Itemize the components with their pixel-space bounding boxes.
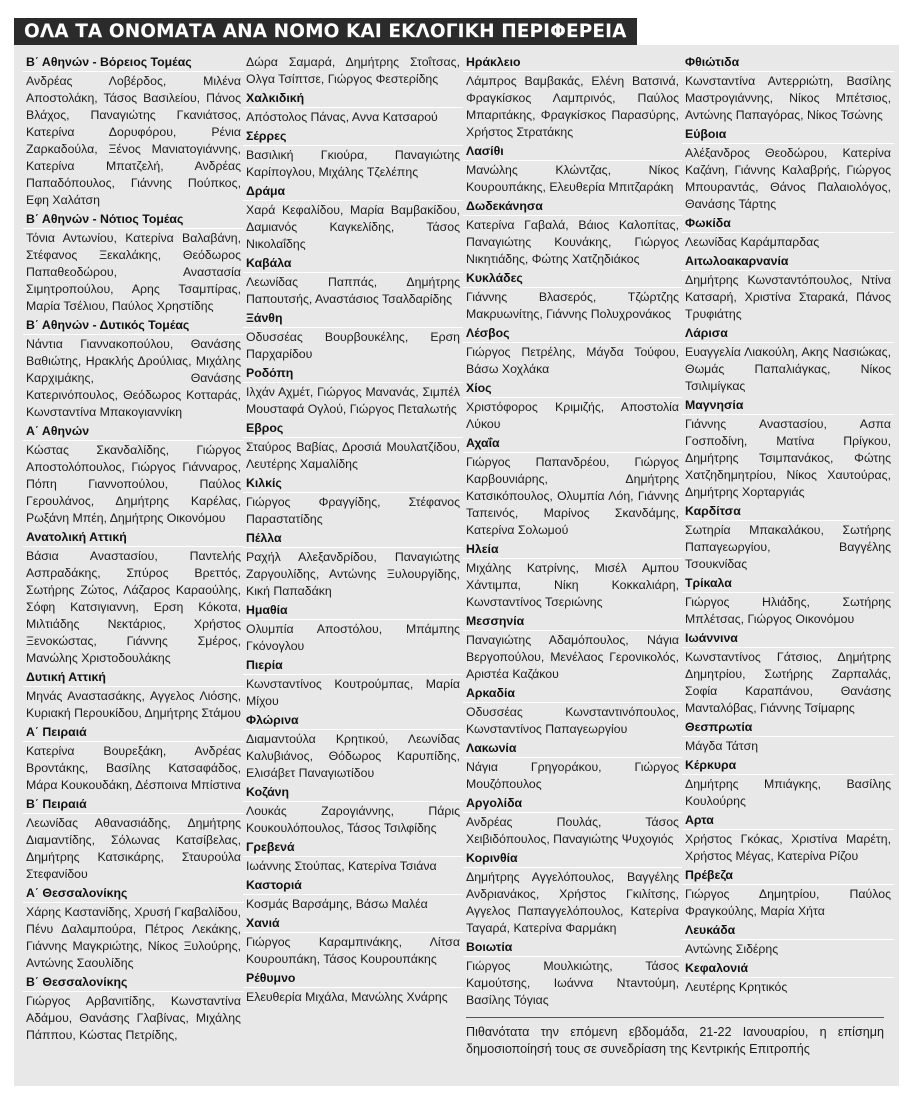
constituency-heading: Χίος [463, 380, 682, 398]
candidate-names: Λεωνίδας Αθανασιάδης, Δημήτρης Διαμαντίδης, Σόλωνας Κατσίβελας, Δημήτρης Κατσικάρης, Σταυρούλα Στεφανίδου [26, 816, 241, 881]
candidate-names: Κοσμάς Βαρσάμης, Βάσω Μαλέα [246, 897, 428, 911]
constituency-heading: Β΄ Πειραιά [23, 796, 244, 814]
constituency-section [246, 128, 460, 181]
constituency-section [26, 211, 241, 315]
constituency-heading: Μαγνησία [682, 397, 894, 415]
constituency-section [685, 503, 891, 573]
page-title: ΟΛΑ ΤΑ ΟΝΟΜΑΤΑ ΑΝΑ ΝΟΜΟ ΚΑΙ ΕΚΛΟΓΙΚΗ ΠΕΡΙΦΕΡΕΙΑ [14, 18, 637, 45]
constituency-section [26, 796, 241, 883]
candidate-names: Μανώλης Κλώντζας, Νίκος Κουρουπάκης, Ελευθερία Μπιτζαράκη [466, 163, 679, 194]
constituency-section [26, 423, 241, 527]
candidate-names: Οδυσσέας Κωνσταντινόπουλος, Κωνσταντίνος Παπαγεωργίου [466, 705, 679, 736]
candidate-names: Κωνσταντίνος Γάτσιος, Δημήτρης Δημητρίου, Σωτήρης Ζαρπαλάς, Σοφία Καραπάνου, Θανάσης Μανταλόβας, Γιάννης Τσίμαρης [685, 650, 891, 715]
candidate-names: Αλέξανδρος Θεοδώρου, Κατερίνα Καζάνη, Γιάννης Καλαβρής, Γιώργος Μπουραντάς, Θάνος Παλαιολόγος, Θανάσης Τάρτης [685, 146, 891, 211]
constituency-heading: Καβάλα [243, 255, 463, 273]
constituency-heading: Κέρκυρα [682, 757, 894, 775]
constituency-heading: Β΄ Αθηνών - Βόρειος Τομέας [23, 54, 244, 72]
candidate-names: Λεωνίδας Παππάς, Δημήτρης Παπουτσής, Αναστάσιος Τσαλδαρίδης [246, 275, 460, 306]
footnote: Πιθανότατα την επόμενη εβδομάδα, 21-22 Ιανουαρίου, η επίσημη δημοσιοποίησή τους σε συνεδρίαση της Κεντρικής Επιτροπής [466, 1017, 884, 1058]
constituency-section [246, 657, 460, 710]
constituency-section [685, 126, 891, 213]
constituency-section [26, 974, 241, 1044]
constituency-heading: Ροδόπη [243, 365, 463, 383]
candidate-names: Γιάννης Αναστασίου, Ασπα Γοσποδίνη, Ματίνα Πρίγκου, Δημήτρης Τσιμπανάκος, Φώτης Χατζηδημητρίου, Νίκος Χαυτούρας, Δημήτρης Χορταργιάς [685, 417, 891, 499]
column-2 [246, 54, 460, 1008]
candidate-names: Νάντια Γιαννακοπούλου, Θανάσης Βαθιώτης, Ηρακλής Δρούλιας, Μιχάλης Καρχιμάκης, Θανάσης Κατερινόπουλος, Θεόδωρος Κοτταράς, Κωνσταντίνα Μπακογιαννίκη [26, 337, 241, 419]
candidate-names: Ανδρέας Λοβέρδος, Μιλένα Αποστολάκη, Τάσος Βασιλείου, Πάνος Βλάχος, Παναγιώτης Γκανιάτσος, Κατερίνα Δορυφόρου, Ρένια Ζαρκαδούλα, Ξένος Μανιατογιάννης, Κατερίνα Μπατζελή, Ανδρέας Παπαδόπουλος, Γιάννης Πούπκος, Εφη Χαλάτση [26, 74, 241, 207]
candidate-names: Λευτέρης Κρητικός [685, 980, 788, 994]
constituency-heading: Φθιώτιδα [682, 54, 894, 72]
candidate-names: Γιώργος Παπανδρέου, Γιώργος Καρβουνιάρης, Δημήτρης Κατσικόπουλος, Ολυμπία Λόη, Γιάννης Ταπεινός, Μαρίνος Σκανδάμης, Κατερίνα Σολωμού [466, 455, 679, 537]
constituency-section [685, 922, 891, 958]
constituency-section [26, 669, 241, 722]
candidate-names: Απόστολος Πάνας, Αννα Κατσαρού [246, 110, 438, 124]
constituency-section [685, 719, 891, 755]
constituency-section [246, 365, 460, 418]
candidate-names: Χάρης Καστανίδης, Χρυσή Γκαβαλίδου, Πένυ Δαλαμπούρα, Πέτρος Λεκάκης, Γιάννης Μαγκριώτης, Νίκος Ξυλούρης, Αντώνης Σαουλίδης [26, 905, 241, 970]
constituency-heading: Πρέβεζα [682, 867, 894, 885]
constituency-heading: Πέλλα [243, 530, 463, 548]
candidate-names: Γιάννης Βλασερός, Τζώρτζης Μακρυωνίτης, Γιάννης Πολυχρονάκος [466, 290, 679, 321]
constituency-section [685, 397, 891, 501]
constituency-section [466, 939, 679, 1009]
constituency-heading: Ηράκλειο [463, 54, 682, 72]
constituency-section [246, 877, 460, 913]
candidate-names: Γιώργος Αρβανιτίδης, Κωνσταντίνα Αδάμου, Θανάσης Γλαβίνας, Μιχάλης Πάππου, Κώστας Πετρίδης, [26, 994, 241, 1042]
constituency-heading: Ηλεία [463, 541, 682, 559]
candidate-names: Μιχάλης Κατρίνης, Μισέλ Αμπου Χάντιμπα, Νίκη Κοκκαλιάρη, Κωνσταντίνος Τσεριώνης [466, 561, 679, 609]
constituency-heading: Α΄ Πειραιά [23, 724, 244, 742]
constituency-heading: Αρτα [682, 812, 894, 830]
constituency-section [246, 183, 460, 253]
constituency-section [246, 90, 460, 126]
candidate-names: Λάμπρος Βαμβακάς, Ελένη Βατσινά, Φραγκίσκος Λαμπρινός, Παύλος Μπαριτάκης, Φραγκίσκος Παρασύρης, Χρήστος Στρατάκης [466, 74, 679, 139]
constituency-heading: Χανιά [243, 915, 463, 933]
constituency-heading: Καστοριά [243, 877, 463, 895]
candidate-names: Γιώργος Δημητρίου, Παύλος Φραγκούλης, Μαρία Χήτα [685, 887, 891, 918]
constituency-heading: Θεσπρωτία [682, 719, 894, 737]
constituency-heading: Κορινθία [463, 850, 682, 868]
constituency-section [466, 54, 679, 141]
constituency-section [246, 255, 460, 308]
constituency-section [246, 420, 460, 473]
constituency-section [466, 143, 679, 196]
constituency-section [685, 215, 891, 251]
candidate-names: Κωνσταντίνος Κουτρούμπας, Μαρία Μίχου [246, 677, 460, 708]
constituency-section [246, 712, 460, 782]
constituency-heading: Β΄ Αθηνών - Δυτικός Τομέας [23, 317, 244, 335]
candidate-names: Κατερίνα Γαβαλά, Βάιος Καλοπίτας, Παναγιώτης Κουνάκης, Γιώργος Νικητιάδης, Φώτης Χατζηδιάκος [466, 218, 679, 266]
candidate-names: Ολυμπία Αποστόλου, Μπάμπης Γκόνογλου [246, 622, 460, 653]
candidate-names: Ανδρέας Πουλάς, Τάσος Χειβιδόπουλος, Παναγιώτης Ψυχογιός [466, 815, 679, 846]
candidate-names: Γιώργος Καραμπινάκης, Λίτσα Κουρουπάκη, Τάσος Κουρουπάκης [246, 935, 460, 966]
constituency-section [246, 54, 460, 88]
constituency-section [246, 475, 460, 528]
constituency-section [26, 54, 241, 209]
constituency-section [466, 795, 679, 848]
candidate-names: Γιώργος Ηλιάδης, Σωτήρης Μπλέτσας, Γιώργος Οικονόμου [685, 595, 891, 626]
constituency-heading: Τρίκαλα [682, 575, 894, 593]
constituency-section [466, 325, 679, 378]
constituency-section [685, 630, 891, 717]
constituency-heading: Λέσβος [463, 325, 682, 343]
constituency-section [466, 270, 679, 323]
constituency-heading: Δωδεκάνησα [463, 198, 682, 216]
constituency-heading: Β΄ Αθηνών - Νότιος Τομέας [23, 211, 244, 229]
candidate-names: Μάγδα Τάτση [685, 739, 759, 753]
constituency-heading: Κυκλάδες [463, 270, 682, 288]
constituency-heading: Δράμα [243, 183, 463, 201]
constituency-section [685, 757, 891, 810]
constituency-heading: Φλώρινα [243, 712, 463, 730]
candidate-names: Βάσια Αναστασίου, Παντελής Ασπραδάκης, Σπύρος Βρεττός, Σωτήρης Ζώτος, Λάζαρος Καραούλης, Σόφη Κατσιγιαννη, Ερση Κόκοτα, Μιλτιάδης Νεκτάριος, Χρήστος Ξενοκώστας, Γιάννης Σμέρος, Μανώλης Χριστοδουλάκης [26, 549, 241, 665]
candidate-names: Γιώργος Μουλκιώτης, Τάσος Καμούτσης, Ιωάννα Ντaντούμη, Βασίλης Τόγιας [466, 959, 679, 1007]
constituency-heading: Κοζάνη [243, 784, 463, 802]
constituency-heading: Λασίθι [463, 143, 682, 161]
constituency-section [685, 325, 891, 395]
constituency-section [685, 54, 891, 124]
constituency-heading: Λευκάδα [682, 922, 894, 940]
column-1 [26, 54, 241, 1046]
column-4 [685, 54, 891, 998]
constituency-heading: Καρδίτσα [682, 503, 894, 521]
constituency-heading: Β΄ Θεσσαλονίκης [23, 974, 244, 992]
candidate-names: Κώστας Σκανδαλίδης, Γιώργος Αποστολόπουλος, Γιώργος Γιάνναρος, Πόπη Γιαννοπούλου, Παύλος Γερουλάνος, Δημήτρης Καρέλας, Ρωξάνη Μπέη, Δημήτρης Οικονόμου [26, 443, 241, 525]
constituency-section [685, 960, 891, 996]
candidate-names: Γιώργος Φραγγίδης, Στέφανος Παραστατίδης [246, 495, 460, 526]
constituency-heading: Βοιωτία [463, 939, 682, 957]
candidate-names: Διαμαντούλα Κρητικού, Λεωνίδας Καλυβιάνος, Θόδωρος Καρυπίδης, Ελισάβετ Παναγιωτίδου [246, 732, 460, 780]
constituency-section [246, 310, 460, 363]
constituency-heading: Ανατολική Αττική [23, 529, 244, 547]
constituency-heading: Α΄ Αθηνών [23, 423, 244, 441]
constituency-section [246, 784, 460, 837]
constituency-section [26, 724, 241, 794]
newspaper-page [14, 14, 899, 1086]
candidate-names: Δημήτρης Κωνσταντόπουλος, Ντίνα Κατσαρή, Χριστίνα Σταρακά, Πάνος Τρυφιάτης [685, 273, 891, 321]
constituency-heading: Μεσσηνία [463, 613, 682, 631]
candidate-names: Τόνια Αντωνίου, Κατερίνα Βαλαβάνη, Στέφανος Ξεκαλάκης, Θεόδωρος Παπαθεοδώρου, Αναστασία Σιμητροπούλου, Αρης Τσαμπίρας, Μαρία Τσέλιου, Παύλος Χρηστίδης [26, 231, 241, 313]
candidate-names: Ελευθερία Μιχάλα, Μανώλης Χνάρης [246, 990, 448, 1004]
constituency-heading: Δυτική Αττική [23, 669, 244, 687]
constituency-section [466, 685, 679, 738]
constituency-section [685, 867, 891, 920]
constituency-heading: Λακωνία [463, 740, 682, 758]
candidate-names: Ιλχάν Αχμέτ, Γιώργος Μανανάς, Σιμπέλ Μουσταφά Ογλού, Γιώργος Πεταλωτής [246, 385, 460, 416]
candidate-names: Λεωνίδας Καράμπαρδας [685, 235, 820, 249]
constituency-heading: Αχαΐα [463, 435, 682, 453]
candidate-names: Αντώνης Σιδέρης [685, 942, 779, 956]
constituency-section [246, 839, 460, 875]
candidate-names: Παναγιώτης Αδαμόπουλος, Νάγια Βεργοπούλου, Μενέλαος Γερονικολός, Αριστέα Καζάκου [466, 633, 679, 681]
constituency-section [246, 530, 460, 600]
constituency-section [466, 380, 679, 433]
constituency-section [26, 529, 241, 667]
candidate-names: Δημήτρης Μπιάγκης, Βασίλης Κουλούρης [685, 777, 891, 808]
constituency-heading: Κιλκίς [243, 475, 463, 493]
constituency-heading: Εύβοια [682, 126, 894, 144]
candidate-names: Νάγια Γρηγοράκου, Γιώργος Μουζόπουλος [466, 760, 679, 791]
constituency-heading: Ημαθία [243, 602, 463, 620]
constituency-heading: Κεφαλονιά [682, 960, 894, 978]
constituency-section [466, 435, 679, 539]
constituency-heading: Ξάνθη [243, 310, 463, 328]
candidate-names: Ραχήλ Αλεξανδρίδου, Παναγιώτης Ζαργουλίδης, Αντώνης Ξυλουργίδης, Κική Παπαδάκη [246, 550, 460, 598]
constituency-heading: Λάρισα [682, 325, 894, 343]
candidate-names: Οδυσσέας Βουρβουκέλης, Ερση Παρχαρίδου [246, 330, 460, 361]
constituency-heading: Φωκίδα [682, 215, 894, 233]
constituency-heading: Α΄ Θεσσαλονίκης [23, 885, 244, 903]
candidate-names: Χαρά Κεφαλίδου, Μαρία Βαμβακίδου, Δαμιανός Καγκελίδης, Τάσος Νικολαΐδης [246, 203, 460, 251]
constituency-section [246, 915, 460, 968]
constituency-section [26, 317, 241, 421]
constituency-heading: Αιτωλοακαρνανία [682, 253, 894, 271]
candidate-names: Κωνσταντίνα Αντερριώτη, Βασίλης Μαστρογιάννης, Νίκος Μπέτσιος, Αντώνης Παπαγόρας, Νίκος Τσώνης [685, 74, 891, 122]
constituency-heading: Αρκαδία [463, 685, 682, 703]
constituency-heading: Ρέθυμνο [243, 970, 463, 988]
candidate-names: Σταύρος Βαβίας, Δροσιά Μουλατζίδου, Λευτέρης Χαμαλίδης [246, 440, 460, 471]
constituency-section [685, 253, 891, 323]
candidate-names: Λουκάς Ζαρογιάννης, Πάρις Κουκουλόπουλος, Τάσος Τσιλφίδης [246, 804, 460, 835]
constituency-section [466, 740, 679, 793]
constituency-section [246, 970, 460, 1006]
constituency-heading: Γρεβενά [243, 839, 463, 857]
constituency-heading: Χαλκιδική [243, 90, 463, 108]
constituency-heading: Εβρος [243, 420, 463, 438]
constituency-section [26, 885, 241, 972]
constituency-section [466, 613, 679, 683]
candidate-names: Μηνάς Αναστασάκης, Αγγελος Λιόσης, Κυριακή Περουκίδου, Δημήτρης Στάμου [26, 689, 241, 720]
constituency-heading: Σέρρες [243, 128, 463, 146]
constituency-heading: Πιερία [243, 657, 463, 675]
constituency-section [466, 198, 679, 268]
constituency-heading: Ιωάννινα [682, 630, 894, 648]
candidate-names: Σωτηρία Μπακαλάκου, Σωτήρης Παπαγεωργίου, Βαγγέλης Τσουκνίδας [685, 523, 891, 571]
candidate-names: Χρήστος Γκόκας, Χριστίνα Μαρέτη, Χρήστος Μέγας, Κατερίνα Ρίζου [685, 832, 891, 863]
banner [14, 14, 899, 45]
constituency-heading: Αργολίδα [463, 795, 682, 813]
constituency-section [466, 850, 679, 937]
constituency-section [685, 812, 891, 865]
candidate-names: Βασιλική Γκιούρα, Παναγιώτης Καρίπογλου, Μιχάλης Τζελέπης [246, 148, 460, 179]
candidate-names: Ιωάννης Στούπας, Κατερίνα Τσιάνα [246, 859, 437, 873]
candidate-names: Γιώργος Πετρέλης, Μάγδα Τούφου, Βάσω Χοχλάκα [466, 345, 679, 376]
candidate-names: Ευαγγελία Λιακούλη, Ακης Νασιώκας, Θωμάς Παπαλιάγκας, Νίκος Τσιλιμίγκας [685, 345, 891, 393]
candidate-names: Δημήτρης Αγγελόπουλος, Βαγγέλης Ανδριανάκος, Χρήστος Γκιλίτσης, Αγγελος Παπαγγελόπουλος, Κατερίνα Ταγαρά, Κατερίνα Φαρμάκη [466, 870, 679, 935]
constituency-section [685, 575, 891, 628]
candidate-names: Χριστόφορος Κριμιζής, Αποστολία Λύκου [466, 400, 679, 431]
candidate-names: Κατερίνα Βουρεξάκη, Ανδρέας Βροντάκης, Βασίλης Κατσαφάδος, Μάρα Κουκουδάκη, Δέσποινα Μπίστινα [26, 744, 241, 792]
constituency-section [246, 602, 460, 655]
constituency-section [466, 541, 679, 611]
candidate-names: Δώρα Σαμαρά, Δημήτρης Στοΐτσας, Ολγα Τσίπτσε, Γιώργος Φεστερίδης [246, 55, 460, 86]
